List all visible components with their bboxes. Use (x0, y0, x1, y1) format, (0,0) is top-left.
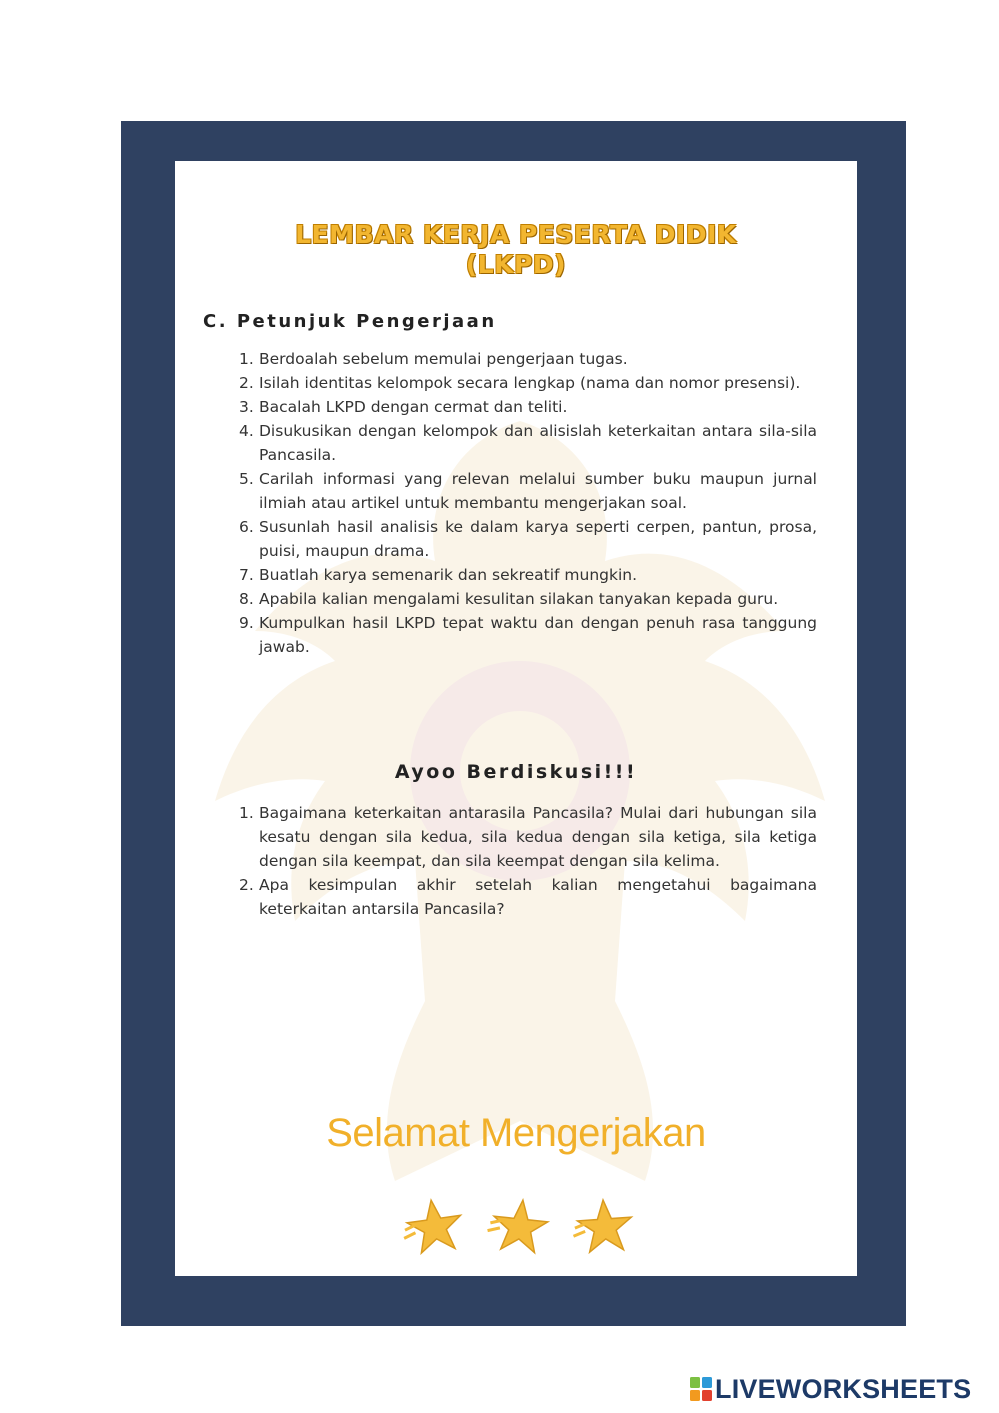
star-icon (400, 1197, 465, 1256)
worksheet-card (175, 161, 857, 1276)
section-heading: C. Petunjuk Pengerjaan (203, 311, 497, 332)
list-item: 4. Disukusikan dengan kelompok dan alisislah keterkaitan antara sila-sila Pancasila. (239, 422, 817, 464)
liveworksheets-logo-icon (690, 1377, 712, 1401)
worksheet-frame (121, 121, 906, 1326)
discussion-heading: Ayoo Berdiskusi!!! (394, 761, 638, 783)
worksheet-title: LEMBAR KERJA PESERTA DIDIK (295, 220, 737, 249)
brand-name: LIVEWORKSHEETS (715, 1373, 972, 1404)
list-item: 2. Isilah identitas kelompok secara lengkap (nama dan nomor presensi). (239, 374, 801, 392)
list-item: 6. Susunlah hasil analisis ke dalam karya seperti cerpen, pantun, prosa, puisi, maupun drama. (239, 518, 817, 560)
list-item: 1. Bagaimana keterkaitan antarasila Pancasila? Mulai dari hubungan sila kesatu dengan sila kedua, sila kedua dengan sila ketiga, sila ketiga dengan sila keempat, dan sila keempat dengan sila kelima. (239, 804, 817, 870)
list-item: 3. Bacalah LKPD dengan cermat dan teliti. (239, 398, 568, 416)
list-item: 5. Carilah informasi yang relevan melalui sumber buku maupun jurnal ilmiah atau artikel untuk membantu mengerjakan soal. (239, 470, 817, 512)
list-item: 1. Berdoalah sebelum memulai pengerjaan tugas. (239, 350, 628, 368)
stars-decoration (400, 1193, 640, 1263)
star-icon (486, 1197, 550, 1254)
list-item: 7. Buatlah karya semenarik dan sekreatif mungkin. (239, 566, 638, 584)
list-item: 8. Apabila kalian mengalami kesulitan silakan tanyakan kepada guru. (239, 590, 779, 608)
liveworksheets-brand[interactable] (690, 1374, 971, 1404)
closing-text: Selamat Mengerjakan (326, 1111, 706, 1155)
list-item: 2. Apa kesimpulan akhir setelah kalian mengetahui bagaimana keterkaitan antarsila Pancasila? (239, 876, 817, 918)
discussion-list (239, 801, 817, 921)
instruction-list (239, 347, 817, 659)
star-icon (571, 1198, 633, 1253)
list-item: 9. Kumpulkan hasil LKPD tepat waktu dan dengan penuh rasa tanggung jawab. (239, 614, 817, 656)
worksheet-subtitle: (LKPD) (465, 250, 567, 279)
